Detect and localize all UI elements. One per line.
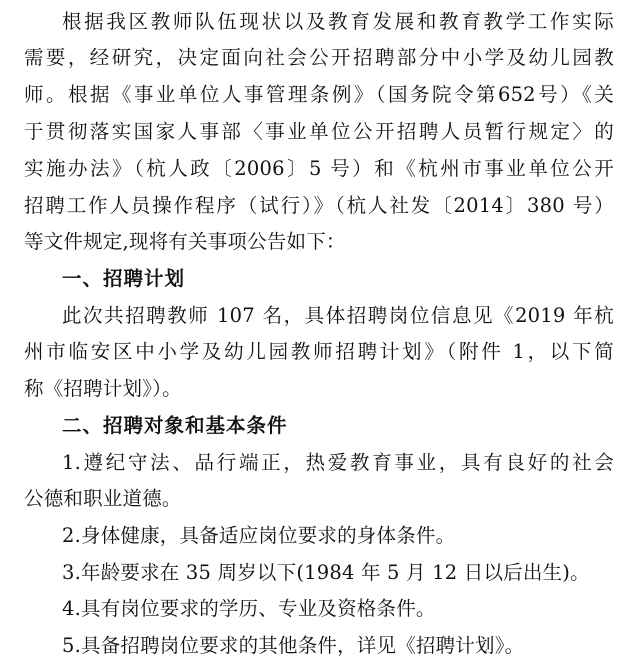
eligibility-item-3: 3.年龄要求在 35 周岁以下(1984 年 5 月 12 日以后出生)。 xyxy=(62,561,590,584)
eligibility-item-2: 2.身体健康，具备适应岗位要求的身体条件。 xyxy=(62,524,456,547)
recruitment-plan-line: 称《招聘计划》）。 xyxy=(24,377,182,400)
section-heading-eligibility: 二、招聘对象和基本条件 xyxy=(62,414,288,437)
eligibility-item-4: 4.具有岗位要求的学历、专业及资格条件。 xyxy=(62,597,436,620)
intro-paragraph-line: 于贯彻落实国家人事部〈事业单位公开招聘人员暂行规定〉的 xyxy=(24,120,614,143)
eligibility-item-1: 1.遵纪守法、品行端正，热爱教育事业，具有良好的社会 xyxy=(62,451,614,474)
eligibility-item-5: 5.具备招聘岗位要求的其他条件，详见《招聘计划》。 xyxy=(62,634,525,657)
section-heading-recruitment-plan: 一、招聘计划 xyxy=(62,267,186,290)
recruitment-plan-line: 州市临安区中小学及幼儿园教师招聘计划》（附件 1，以下简 xyxy=(24,340,614,363)
eligibility-item-1-continued: 公德和职业道德。 xyxy=(24,487,182,510)
intro-paragraph-line: 等文件规定,现将有关事项公告如下： xyxy=(24,230,346,253)
intro-paragraph-line: 实施办法》（杭人政〔2006〕5 号）和《杭州市事业单位公开 xyxy=(24,157,614,180)
intro-paragraph-line: 需要，经研究，决定面向社会公开招聘部分中小学及幼儿园教 xyxy=(24,46,614,69)
intro-paragraph-line: 根据我区教师队伍现状以及教育发展和教育教学工作实际 xyxy=(62,10,614,33)
recruitment-plan-line: 此次共招聘教师 107 名，具体招聘岗位信息见《2019 年杭 xyxy=(62,304,614,327)
intro-paragraph-line: 师。根据《事业单位人事管理条例》（国务院令第652号）《关 xyxy=(24,83,614,106)
intro-paragraph-line: 招聘工作人员操作程序（试行）》（杭人社发〔2014〕380 号） xyxy=(24,194,614,217)
